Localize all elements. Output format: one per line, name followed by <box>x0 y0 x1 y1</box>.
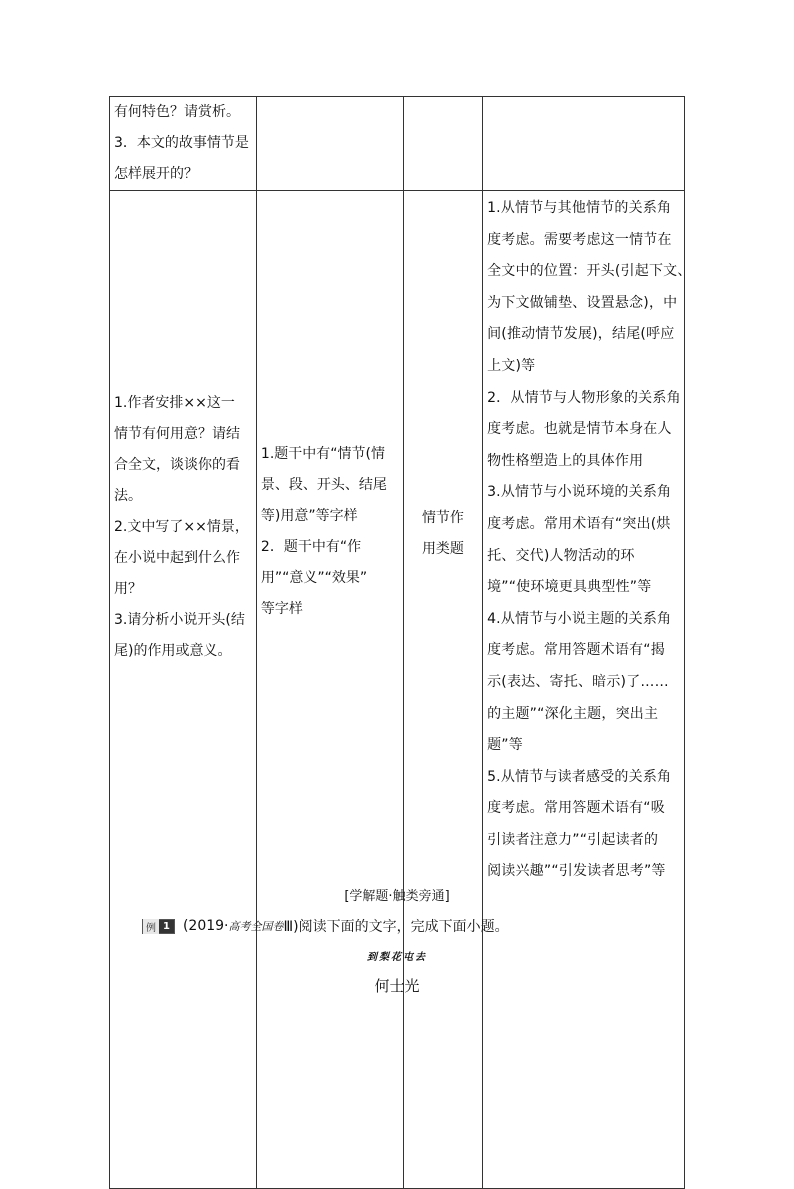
cell-line: 的主题”“深化主题，突出主 <box>487 705 659 722</box>
cell-line: 间(推动情节发展)，结尾(呼应 <box>487 326 675 343</box>
cell-line: 托、交代)人物活动的环 <box>487 547 635 564</box>
cell-line: 等字样 <box>260 601 303 617</box>
cell-line: 2.文中写了××情景， <box>114 519 249 535</box>
story-author: 何士光 <box>374 977 420 995</box>
cell-line: 怎样展开的？ <box>114 166 198 182</box>
cell-line: 题”等 <box>487 737 523 754</box>
cell-line: 用类题 <box>421 541 464 557</box>
cell-line: 4.从情节与小说主题的关系角 <box>487 610 672 627</box>
example-prompt <box>142 916 509 936</box>
method-cell <box>483 191 692 1189</box>
question-type-table <box>109 96 692 1189</box>
cell-line: 有何特色？请赏析。 <box>114 104 240 120</box>
question-examples-cell <box>110 97 257 191</box>
table-row <box>110 97 685 191</box>
cell-line: 1.作者安排××这一 <box>114 395 235 411</box>
cell-line: 上文)等 <box>487 357 536 374</box>
example-year: (2019· <box>182 918 229 934</box>
cell-line: 2．从情节与人物形象的关系角 <box>487 389 681 406</box>
table-row <box>110 191 685 1189</box>
cell-line: 度考虑。常用答题术语有“揭 <box>487 642 665 659</box>
cell-line: 3．本文的故事情节是 <box>114 135 249 151</box>
question-examples-cell <box>110 191 257 1189</box>
example-badge <box>142 919 175 934</box>
exam-source: 高考全国卷 <box>228 920 284 933</box>
identification-cell <box>256 97 403 191</box>
example-badge-number: 1 <box>159 920 174 933</box>
cell-line: 度考虑。常用答题术语有“吸 <box>487 800 665 817</box>
cell-line: 情节作 <box>421 510 464 526</box>
cell-line: 2．题干中有“作 <box>260 539 362 555</box>
type-cell <box>403 97 482 191</box>
cell-line: 等)用意”等字样 <box>260 508 358 524</box>
cell-line: 阅读兴趣”“引发读者思考”等 <box>487 863 666 880</box>
cell-line: 度考虑。需要考虑这一情节在 <box>487 231 672 248</box>
cell-line: 全文中的位置：开头(引起下文、 <box>487 263 692 280</box>
cell-line: 3.从情节与小说环境的关系角 <box>487 484 672 501</box>
type-cell <box>403 191 482 1189</box>
cell-line: 度考虑。常用术语有“突出(烘 <box>487 515 671 532</box>
cell-line: 1.题干中有“情节(情 <box>260 446 385 462</box>
cell-line: 5.从情节与读者感受的关系角 <box>487 768 672 785</box>
cell-line: 尾)的作用或意义。 <box>114 643 232 659</box>
section-title: [学解题·触类旁通] <box>344 889 450 904</box>
method-cell <box>483 97 685 191</box>
cell-line: 情节有何用意？请结 <box>114 426 240 442</box>
cell-line: 用？ <box>114 581 142 597</box>
cell-line: 度考虑。也就是情节本身在人 <box>487 421 672 438</box>
cell-line: 示(表达、寄托、暗示)了…… <box>487 673 669 690</box>
cell-line: 合全文，谈谈你的看 <box>114 457 240 473</box>
story-title: 到梨花屯去 <box>367 952 427 963</box>
identification-cell <box>256 191 403 1189</box>
example-badge-label: 例 <box>143 919 159 934</box>
cell-line: 景、段、开头、结尾 <box>260 477 387 493</box>
cell-line: 物性格塑造上的具体作用 <box>487 452 644 469</box>
cell-line: 用”“意义”“效果” <box>260 570 368 586</box>
cell-line: 引读者注意力”“引起读者的 <box>487 831 659 848</box>
example-instruction: Ⅲ)阅读下面的文字，完成下面小题。 <box>283 919 509 935</box>
cell-line: 3.请分析小说开头(结 <box>114 612 245 628</box>
cell-line: 1.从情节与其他情节的关系角 <box>487 200 672 216</box>
cell-line: 为下文做铺垫、设置悬念)，中 <box>487 294 678 311</box>
cell-line: 法。 <box>114 488 142 504</box>
cell-line: 在小说中起到什么作 <box>114 550 240 566</box>
cell-line: 境”“使环境更具典型性”等 <box>487 579 652 596</box>
